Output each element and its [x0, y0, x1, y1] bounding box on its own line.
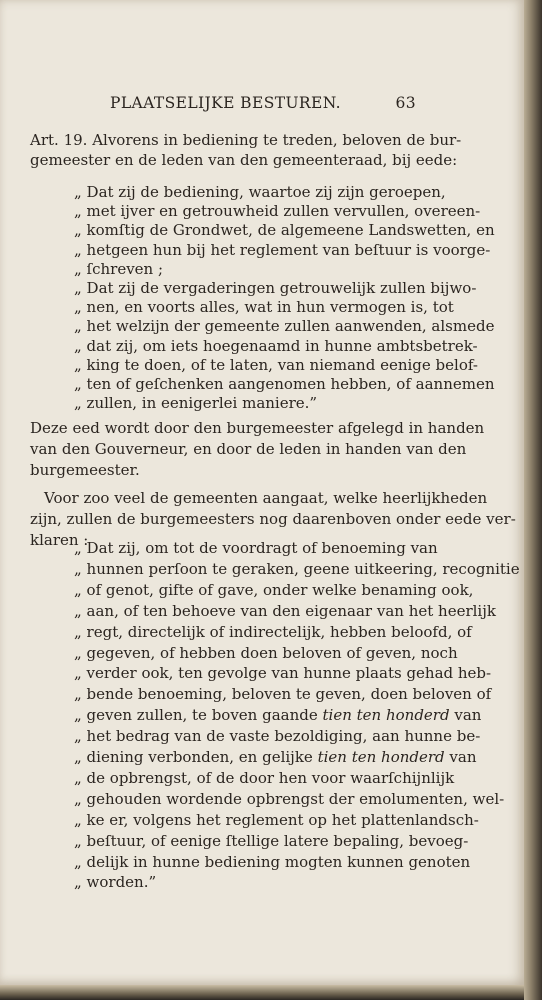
text-line: „ beſtuur, of eenige ſtellige latere bepaling, bevoeg- [74, 831, 469, 850]
text-line: „ aan, of ten behoeve van den eigenaar van het heerlijk [74, 601, 496, 620]
text-line: „ de opbrengst, of de door hen voor waarſchijnlijk [74, 768, 455, 787]
text-line: „ nen, en voorts alles, wat in hun vermogen is, tot [74, 298, 454, 317]
text-line: „ hunnen perſoon te geraken, geene uitkeering, recognitie [74, 559, 520, 578]
text-line: van den Gouverneur, en door de leden in handen van den [30, 440, 467, 458]
text-line: „ delijk in hunne bediening mogten kunnen genoten [74, 852, 471, 871]
emphasis-text: tien ten honderd [317, 748, 445, 766]
page-number: 63 [395, 94, 416, 112]
text-line: „ gegeven, of hebben doen beloven of geven, noch [74, 643, 458, 662]
text-line: zijn, zullen de burgemeesters nog daarenboven onder eede ver- [30, 510, 516, 528]
text-line: „ Dat zij, om tot de voordragt of benoeming van [74, 539, 438, 557]
text-line: Art. 19. Alvorens in bediening te treden, beloven de bur- [30, 131, 462, 149]
text-line: „ Dat zij de bediening, waartoe zij zijn geroepen, [74, 183, 446, 201]
text-line: gemeester en de leden van den gemeenteraad, bij eede: [30, 151, 458, 169]
page-bottom-edge [0, 985, 524, 1000]
text-line: „ hetgeen hun bij het reglement van beſtuur is voorge- [74, 240, 491, 259]
text-line: „ geven zullen, te boven gaande tien ten honderd [74, 706, 450, 725]
text-line: „ diening verbonden, en gelijke tien ten honderd [74, 748, 445, 766]
text-line: klaren : [30, 531, 89, 549]
text-line: „ verder ook, ten gevolge van hunne plaats gehad heb- [74, 664, 492, 683]
running-header [110, 94, 416, 112]
page-edge [524, 0, 542, 1000]
text-line: „ of genot, gifte of gave, onder welke benaming ook, [74, 580, 474, 599]
text-line: „ het bedrag van de vaste bezoldiging, aan hunne be- [74, 727, 481, 746]
text-line: „ komſtig de Grondwet, de algemeene Landswetten, en [74, 221, 495, 240]
text-line: „ ſchreven ; [74, 259, 164, 278]
text-line: „ dat zij, om iets hoegenaamd in hunne ambtsbetrek- [74, 336, 478, 355]
text-line: „ ke er, volgens het reglement op het plattenlandsch- [74, 810, 479, 829]
running-title: PLAATSELIJKE BESTUREN. [110, 94, 341, 112]
text-line: „ met ijver en getrouwheid zullen vervullen, overeen- [74, 202, 481, 221]
text-line: „ gehouden wordende opbrengst der emolumenten, wel- [74, 789, 505, 808]
text-line: „ zullen, in eenigerlei maniere.” [74, 394, 318, 413]
text-line: „ bende benoeming, beloven te geven, doen beloven of [74, 685, 492, 704]
text-line: „ Dat zij de vergaderingen getrouwelijk zullen bijwo- [74, 279, 477, 297]
text-line: „ het welzijn der gemeente zullen aanwenden, alsmede [74, 317, 495, 336]
text-line: „ ten of geſchenken aangenomen hebben, of aannemen [74, 375, 495, 393]
text-line: „ regt, directelijk of indirectelijk, hebben beloofd, of [74, 622, 472, 641]
text-line: Voor zoo veel de gemeenten aangaat, welke heerlijkheden [44, 489, 488, 507]
text-line: burgemeester. [30, 461, 140, 479]
text-line: „ worden.” [74, 873, 157, 892]
text-line: „ king te doen, of te laten, van niemand eenige belof- [74, 355, 478, 374]
emphasis-text: tien ten honderd [322, 706, 450, 725]
text-line: Deze eed wordt door den burgemeester afgelegd in handen [30, 419, 485, 437]
